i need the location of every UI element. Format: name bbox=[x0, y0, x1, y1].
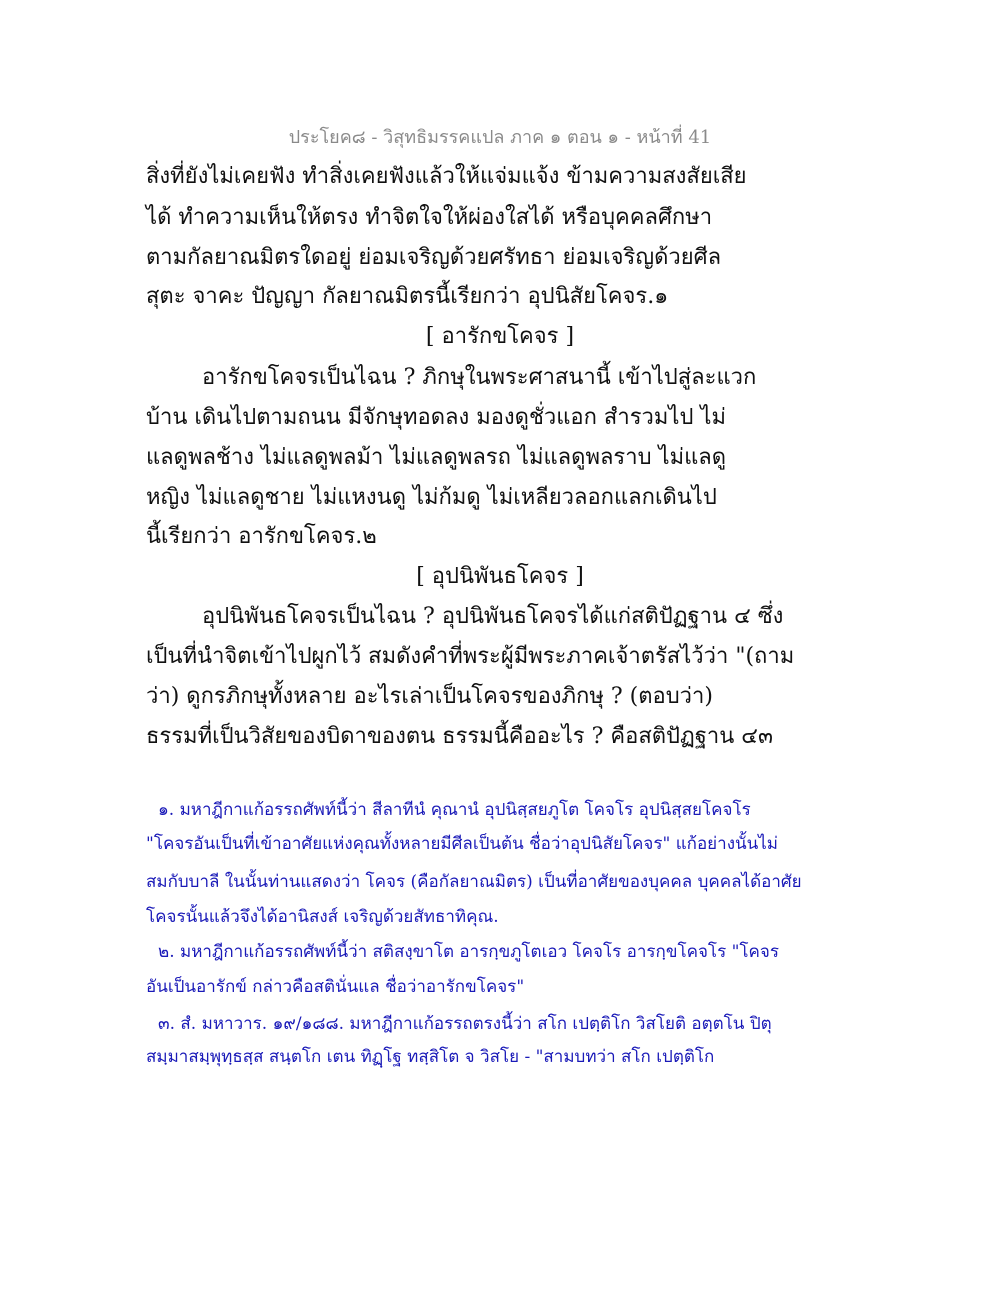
footnote-line: "โคจรอันเป็นที่เข้าอาศัยแห่งคุณทั้งหลายมีศีลเป็นต้น ชื่อว่าอุปนิสัยโคจร" แก้อย่างนั้นไม่ bbox=[146, 834, 778, 854]
footnote-line: สมกับบาลี ในนั้นท่านแสดงว่า โคจร (คือกัลยาณมิตร) เป็นที่อาศัยของบุคคล บุคคลได้อาศัย bbox=[146, 872, 802, 892]
body-line: แลดูพลช้าง ไม่แลดูพลม้า ไม่แลดูพลรถ ไม่แลดูพลราบ ไม่แลดู bbox=[146, 445, 727, 470]
body-line: นี้เรียกว่า อารักขโคจร.๒ bbox=[146, 524, 377, 549]
footnote-line: ๓. สํ. มหาวาร. ๑๙/๑๘๘. มหาฎีกาแก้อรรถตรงนี้ว่า สโก เปตฺติโก วิสโยติ อตฺตโน ปิตุ bbox=[158, 1014, 772, 1034]
footnote-line: อันเป็นอารักข์ กล่าวคือสตินั่นแล ชื่อว่าอารักขโคจร" bbox=[146, 977, 525, 997]
body-line: ได้ ทำความเห็นให้ตรง ทำจิตใจให้ผ่องใสได้ หรือบุคคลศึกษา bbox=[146, 205, 713, 230]
footnote-line: สมฺมาสมฺพุทฺธสฺส สนฺตโก เตน ทิฏฺโฐ ทสฺสิโต จ วิสโย - "สามบทว่า สโก เปตฺติโก bbox=[146, 1047, 715, 1067]
body-line: อุปนิพันธโคจรเป็นไฉน ? อุปนิพันธโคจรได้แก่สติปัฏฐาน ๔ ซึ่ง bbox=[202, 604, 784, 629]
footnote-line: ๑. มหาฎีกาแก้อรรถศัพท์นี้ว่า สีลาทีนํ คุณานํ อุปนิสฺสยภูโต โคจโร อุปนิสฺสยโคจโร bbox=[158, 800, 751, 820]
page-header: ประโยค๘ - วิสุทธิมรรคแปล ภาค ๑ ตอน ๑ - หน้าที่ 41 bbox=[288, 127, 712, 148]
footnote-line: โคจรนั้นแล้วจึงได้อานิสงส์ เจริญด้วยสัทธาทิคุณ. bbox=[146, 907, 499, 927]
footnote-line: ๒. มหาฎีกาแก้อรรถศัพท์นี้ว่า สติสงฺขาโต อารกฺขภูโตเอว โคจโร อารกฺขโคจโร "โคจร bbox=[158, 942, 780, 962]
section-heading-arakkha: [ อารักขโคจร ] bbox=[425, 324, 575, 349]
body-line: ตามกัลยาณมิตรใดอยู่ ย่อมเจริญด้วยศรัทธา ย่อมเจริญด้วยศีล bbox=[146, 245, 722, 270]
body-line: สิ่งที่ยังไม่เคยฟัง ทำสิ่งเคยฟังแล้วให้แจ่มแจ้ง ข้ามความสงสัยเสีย bbox=[146, 164, 747, 189]
body-line: อารักขโคจรเป็นไฉน ? ภิกษุในพระศาสนานี้ เข้าไปสู่ละแวก bbox=[202, 365, 757, 390]
body-line: บ้าน เดินไปตามถนน มีจักษุทอดลง มองดูชั่วแอก สำรวมไป ไม่ bbox=[146, 405, 726, 430]
body-line: เป็นที่นำจิตเข้าไปผูกไว้ สมดังคำที่พระผู้มีพระภาคเจ้าตรัสไว้ว่า "(ถาม bbox=[146, 644, 795, 669]
body-line: ว่า) ดูกรภิกษุทั้งหลาย อะไรเล่าเป็นโคจรของภิกษุ ? (ตอบว่า) bbox=[146, 684, 713, 709]
body-line: หญิง ไม่แลดูชาย ไม่แหงนดู ไม่ก้มดู ไม่เหลียวลอกแลกเดินไป bbox=[146, 485, 717, 510]
body-line: ธรรมที่เป็นวิสัยของบิดาของตน ธรรมนี้คืออะไร ? คือสติปัฏฐาน ๔๓ bbox=[146, 724, 773, 749]
section-heading-upanibandha: [ อุปนิพันธโคจร ] bbox=[416, 564, 584, 589]
body-line: สุตะ จาคะ ปัญญา กัลยาณมิตรนี้เรียกว่า อุปนิสัยโคจร.๑ bbox=[146, 284, 669, 309]
